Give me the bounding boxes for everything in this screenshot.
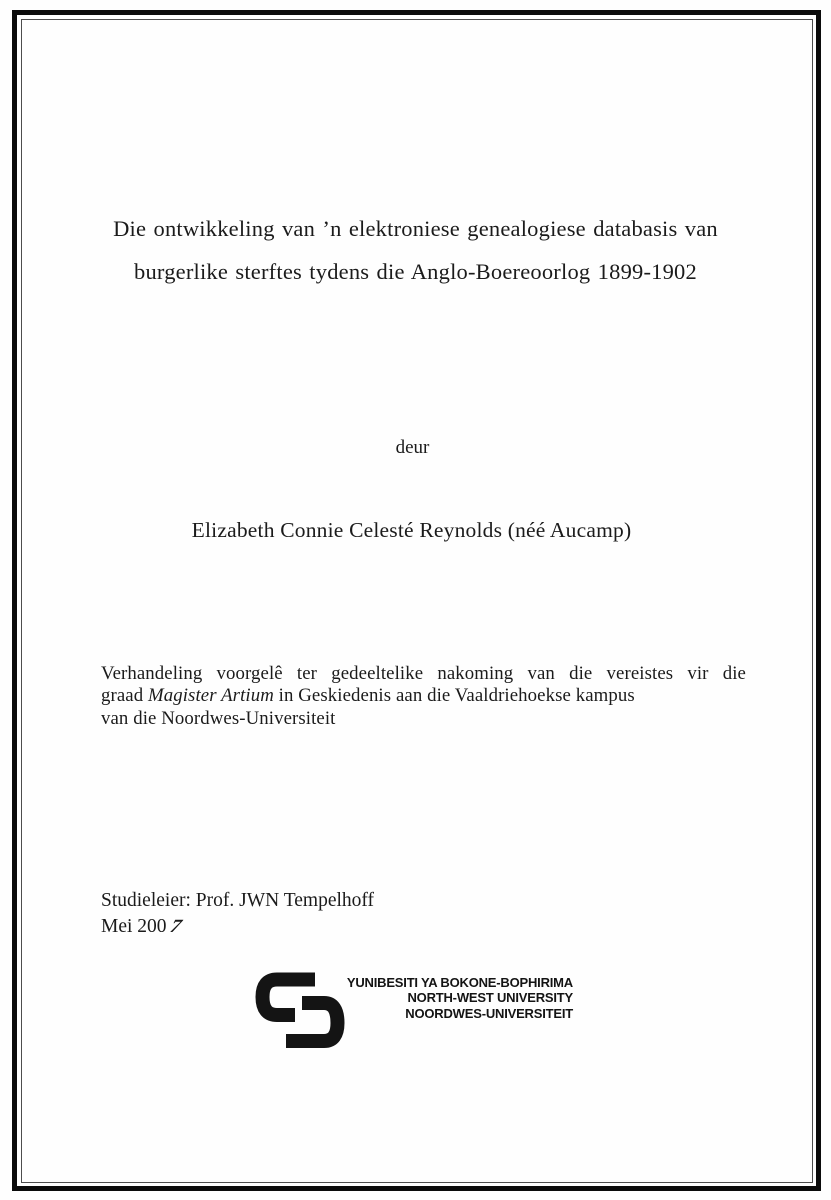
date-prefix: Mei 200 xyxy=(101,915,167,937)
statement-line-1: Verhandeling voorgelê ter gedeeltelike nakoming van die vereistes vir die xyxy=(101,663,746,684)
date-last-digit: 7 xyxy=(165,916,185,937)
logo-text-setswana: YUNIBESITI YA BOKONE-BOPHIRIMA xyxy=(346,975,573,990)
title-line-1: Die ontwikkeling van ’n elektroniese genealogiese databasis van xyxy=(113,216,718,241)
statement-line-3: van die Noordwes-Universiteit xyxy=(101,707,336,729)
statement-line-2 xyxy=(101,685,746,707)
degree-statement xyxy=(101,663,746,730)
degree-name-italic: Magister Artium xyxy=(148,685,274,707)
title-line-2: burgerlike sterftes tydens die Anglo-Boereoorlog 1899-1902 xyxy=(134,259,697,284)
logo-text-afrikaans: NOORDWES-UNIVERSITEIT xyxy=(405,1005,573,1021)
supervisor-block xyxy=(101,888,374,939)
university-logo xyxy=(253,968,583,1053)
statement-line-2-prefix: graad xyxy=(101,685,149,707)
supervisor-line: Studieleier: Prof. JWN Tempelhoff xyxy=(101,890,375,911)
page-title xyxy=(72,207,759,293)
statement-line-2-suffix: in Geskiedenis aan die Vaaldriehoekse kampus xyxy=(273,685,635,707)
logo-text-english: NORTH-WEST UNIVERSITY xyxy=(407,990,573,1006)
byline: deur xyxy=(395,437,430,458)
logo-wordmark xyxy=(315,975,573,1021)
date-line xyxy=(101,914,374,940)
author-name: Elizabeth Connie Celesté Reynolds (néé Aucamp) xyxy=(191,518,632,542)
